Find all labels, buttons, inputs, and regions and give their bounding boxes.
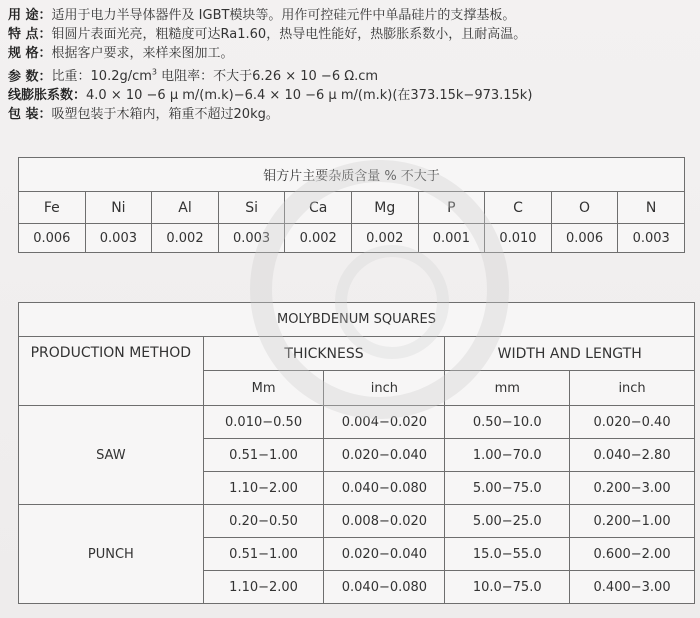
data-cell: 1.10−2.00 xyxy=(203,571,324,604)
element-cell: Ni xyxy=(85,192,152,224)
data-cell: 0.50−10.0 xyxy=(445,406,570,439)
data-cell: 0.020−0.40 xyxy=(570,406,695,439)
element-cell: Al xyxy=(152,192,219,224)
data-cell: 0.020−0.040 xyxy=(324,439,445,472)
data-cell: 0.008−0.020 xyxy=(324,505,445,538)
density-text: 比重：10.2g/cm xyxy=(51,69,152,85)
data-cell: 15.0−55.0 xyxy=(445,538,570,571)
resistivity-text: 电阻率：不大于6.26 × 10 −6 Ω.cm xyxy=(157,69,379,85)
data-cell: 0.200−1.00 xyxy=(570,505,695,538)
spec-label: 规 格： xyxy=(8,46,52,61)
value-cell: 0.006 xyxy=(551,224,618,253)
data-cell: 0.040−0.080 xyxy=(324,472,445,505)
element-cell: Fe xyxy=(19,192,86,224)
impurity-elements-row xyxy=(19,192,685,224)
unit-cell: mm xyxy=(445,371,570,406)
data-cell: 0.51−1.00 xyxy=(203,538,324,571)
density-exponent: 3 xyxy=(151,68,158,77)
data-cell: 0.400−3.00 xyxy=(570,571,695,604)
moly-header-row xyxy=(19,337,695,371)
element-cell: C xyxy=(485,192,552,224)
method-punch: PUNCH xyxy=(19,505,204,604)
production-method-header: PRODUCTION METHOD xyxy=(19,337,204,406)
data-cell: 0.040−2.80 xyxy=(570,439,695,472)
impurity-table xyxy=(18,157,685,253)
value-cell: 0.003 xyxy=(618,224,685,253)
spec-value: 吸塑包装于木箱内，箱重不超过20kg。 xyxy=(51,107,279,123)
value-cell: 0.002 xyxy=(351,224,418,253)
data-cell: 0.51−1.00 xyxy=(203,439,324,472)
spec-label: 用 途： xyxy=(8,8,52,23)
spec-list xyxy=(8,6,698,124)
spec-value: 钼圆片表面光亮，粗糙度可达Ra1.60，热导电性能好，热膨胀系数小，且耐高温。 xyxy=(51,27,527,42)
spec-features xyxy=(8,25,698,44)
spec-value: 适用于电力半导体器件及 IGBT模块等。用作可控硅元件中单晶硅片的支撑基板。 xyxy=(51,8,516,23)
data-cell: 0.004−0.020 xyxy=(324,406,445,439)
spec-value xyxy=(52,69,379,84)
method-saw: SAW xyxy=(19,406,204,505)
spec-parameters xyxy=(8,63,698,86)
spec-value: 根据客户要求，来样来图加工。 xyxy=(51,46,234,61)
value-cell: 0.003 xyxy=(218,224,285,253)
spec-label: 包 装： xyxy=(8,107,52,123)
element-cell: P xyxy=(418,192,485,224)
data-cell: 0.040−0.080 xyxy=(324,571,445,604)
table-row xyxy=(19,406,695,439)
moly-table-title: MOLYBDENUM SQUARES xyxy=(19,303,695,337)
spec-specification xyxy=(8,44,698,63)
element-cell: O xyxy=(551,192,618,224)
value-cell: 0.002 xyxy=(285,224,352,253)
spec-packaging xyxy=(8,105,698,124)
data-cell: 0.20−0.50 xyxy=(203,505,324,538)
data-cell: 1.00−70.0 xyxy=(445,439,570,472)
data-cell: 1.10−2.00 xyxy=(203,472,324,505)
unit-cell: inch xyxy=(324,371,445,406)
spec-expansion xyxy=(8,86,698,105)
value-cell: 0.006 xyxy=(19,224,86,253)
spec-usage xyxy=(8,6,698,25)
table-row xyxy=(19,505,695,538)
value-cell: 0.010 xyxy=(485,224,552,253)
data-cell: 10.0−75.0 xyxy=(445,571,570,604)
molybdenum-squares-table xyxy=(18,302,695,604)
unit-cell: inch xyxy=(570,371,695,406)
data-cell: 0.600−2.00 xyxy=(570,538,695,571)
data-cell: 0.010−0.50 xyxy=(203,406,324,439)
data-cell: 0.020−0.040 xyxy=(324,538,445,571)
value-cell: 0.002 xyxy=(152,224,219,253)
data-cell: 5.00−25.0 xyxy=(445,505,570,538)
impurity-values-row xyxy=(19,224,685,253)
impurity-table-title: 钼方片主要杂质含量 % 不大于 xyxy=(19,158,685,192)
data-cell: 0.200−3.00 xyxy=(570,472,695,505)
spec-label: 特 点： xyxy=(8,27,52,42)
spec-label: 参 数： xyxy=(8,69,52,85)
spec-label: 线膨胀系数： xyxy=(8,88,87,104)
element-cell: N xyxy=(618,192,685,224)
value-cell: 0.001 xyxy=(418,224,485,253)
element-cell: Ca xyxy=(285,192,352,224)
impurity-title-row xyxy=(19,158,685,192)
width-length-header: WIDTH AND LENGTH xyxy=(445,337,695,371)
unit-cell: Mm xyxy=(203,371,324,406)
element-cell: Mg xyxy=(351,192,418,224)
thickness-header: THICKNESS xyxy=(203,337,445,371)
spec-value: 4.0 × 10 −6 μ m/(m.k)−6.4 × 10 −6 μ m/(m.k)(在373.15k−973.15k) xyxy=(86,88,533,104)
element-cell: Si xyxy=(218,192,285,224)
data-cell: 5.00−75.0 xyxy=(445,472,570,505)
value-cell: 0.003 xyxy=(85,224,152,253)
moly-title-row xyxy=(19,303,695,337)
